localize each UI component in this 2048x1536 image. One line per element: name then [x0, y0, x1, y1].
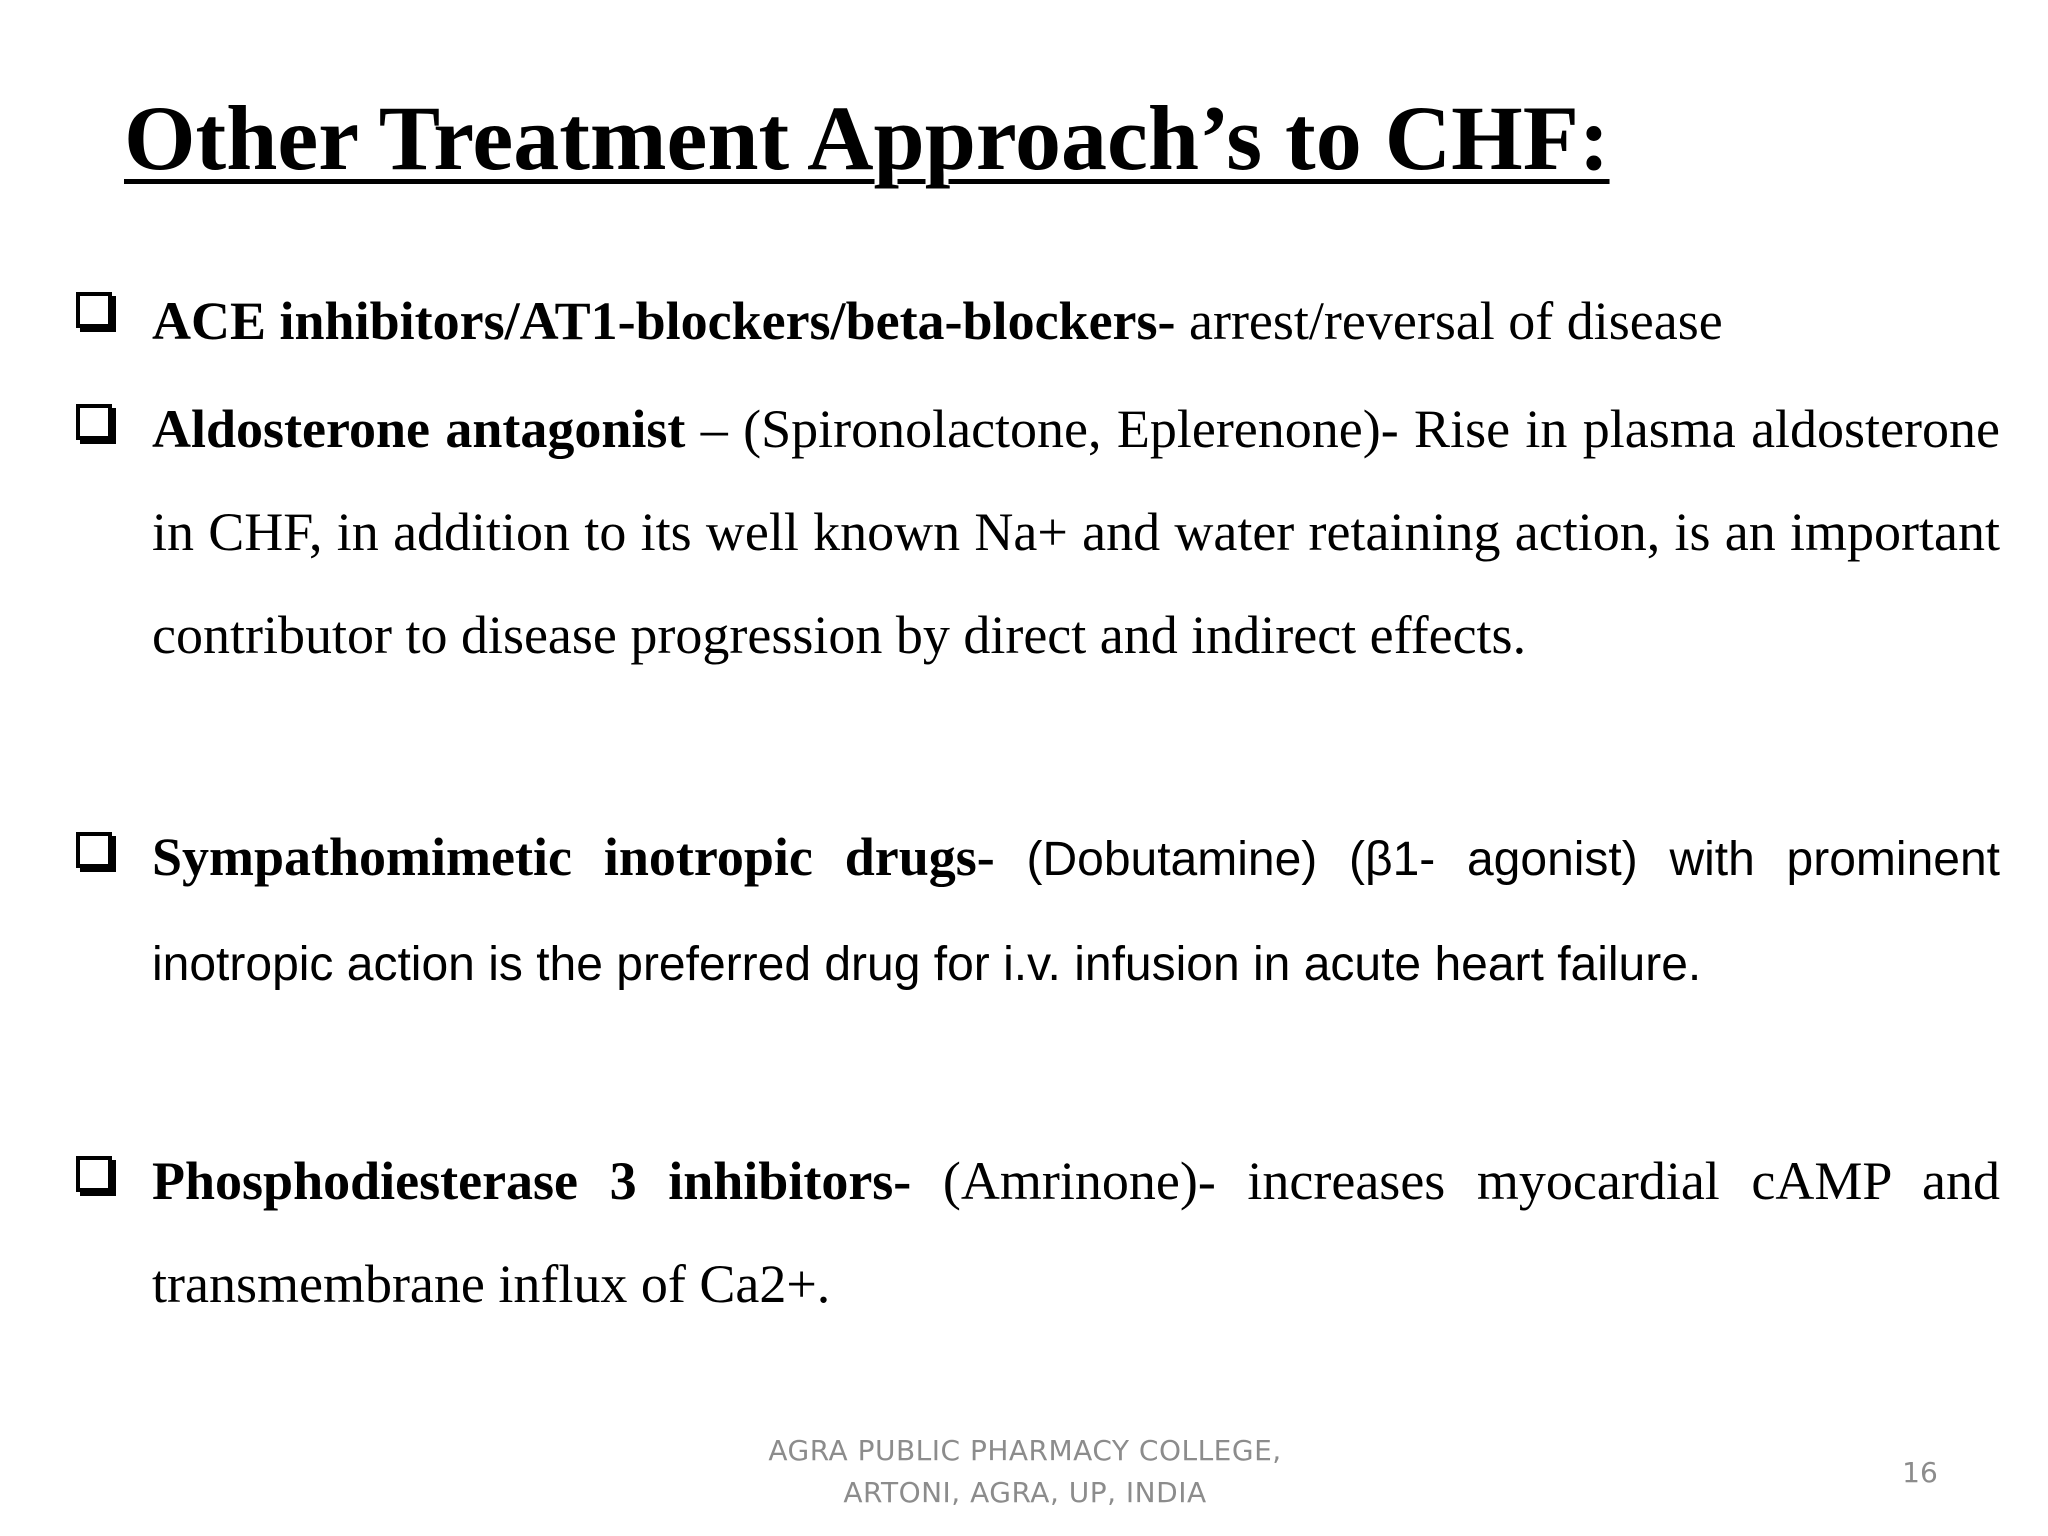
bullet-term: Aldosterone antagonist	[152, 399, 686, 459]
bullet-term: Phosphodiesterase 3 inhibitors-	[152, 1151, 912, 1211]
checkbox-bullet-icon	[76, 1156, 112, 1192]
bullet-description: (Amrinone)- increases myocardial cAMP and transmembrane influx of Ca2+.	[152, 1151, 2000, 1314]
page-number: 16	[1902, 1456, 1938, 1489]
bullet-text	[152, 1130, 2000, 1336]
checkbox-bullet-icon	[76, 832, 112, 868]
bullet-term: Sympathomimetic inotropic drugs-	[152, 827, 995, 887]
bullet-description: arrest/reversal of disease	[1175, 291, 1723, 351]
bullet-text	[152, 378, 2000, 687]
footer-institution	[660, 1430, 1390, 1514]
bullet-term: ACE inhibitors/AT1-blockers/beta-blockers-	[152, 291, 1176, 351]
bullet-description: (Dobutamine) (β1- agonist) with prominent inotropic action is the preferred drug for i.v. infusion in acute heart failure.	[152, 833, 2000, 991]
footer-line-1: AGRA PUBLIC PHARMACY COLLEGE,	[768, 1434, 1282, 1467]
slide-title: Other Treatment Approach’s to CHF:	[124, 87, 1610, 189]
checkbox-bullet-icon	[76, 404, 112, 440]
bullet-description: – (Spironolactone, Eplerenone)- Rise in plasma aldosterone in CHF, in addition to its well known Na+ and water retaining action, is an important contributor to disease progression by direct and indirect effects.	[152, 399, 2000, 665]
checkbox-bullet-icon	[76, 292, 112, 328]
bullet-text	[152, 270, 2000, 373]
footer-line-2: ARTONI, AGRA, UP, INDIA	[843, 1476, 1207, 1509]
bullet-text	[152, 806, 2000, 1016]
